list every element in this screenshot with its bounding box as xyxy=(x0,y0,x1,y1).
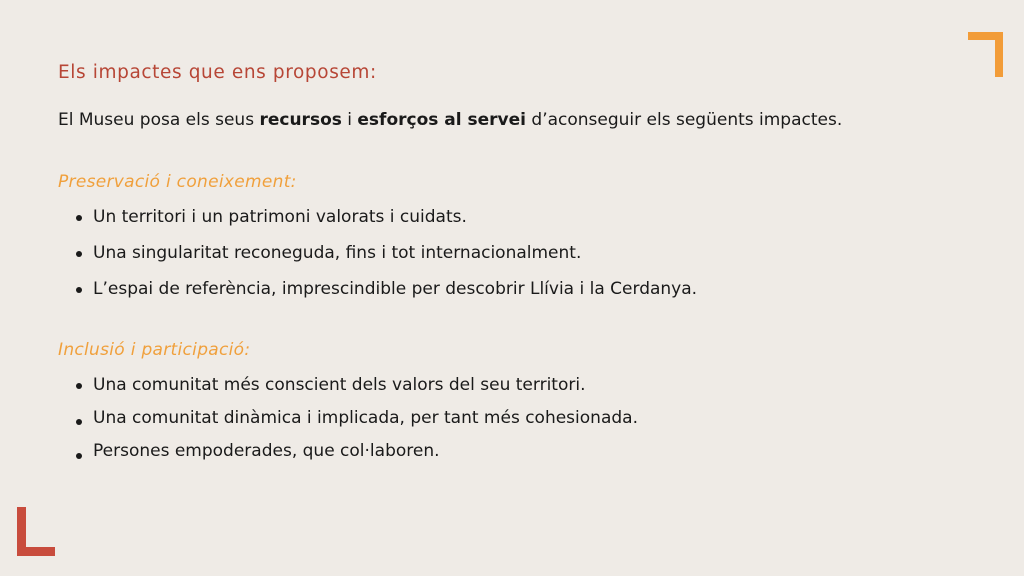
bullet-dot xyxy=(76,287,82,293)
section-title-preservacio: Preservació i coneixement: xyxy=(58,172,297,192)
bullet-list-preservacio xyxy=(76,205,697,313)
list-item-text: Una comunitat dinàmica i implicada, per tant més cohesionada. xyxy=(93,408,638,428)
list-item xyxy=(76,439,638,463)
list-item-text: L’espai de referència, imprescindible per descobrir Llívia i la Cerdanya. xyxy=(93,279,698,299)
corner-bracket-top-right-vertical xyxy=(995,32,1003,77)
intro-text-3: d’aconseguir els següents impactes. xyxy=(526,110,843,130)
list-item xyxy=(76,373,638,397)
list-item xyxy=(76,205,697,229)
page-title: Els impactes que ens proposem: xyxy=(58,62,377,83)
list-item xyxy=(76,277,697,301)
list-item-text: Una singularitat reconeguda, fins i tot internacionalment. xyxy=(93,243,582,263)
list-item xyxy=(76,406,638,430)
bullet-list-inclusio xyxy=(76,373,638,472)
bullet-dot xyxy=(76,251,82,257)
list-item-text: Persones empoderades, que col·laboren. xyxy=(93,441,440,461)
intro-bold-2: esforços al servei xyxy=(357,110,526,130)
bullet-dot xyxy=(76,419,82,425)
list-item-text: Una comunitat més conscient dels valors del seu territori. xyxy=(93,375,586,395)
bullet-dot xyxy=(76,215,82,221)
bullet-dot xyxy=(76,383,82,389)
intro-bold-1: recursos xyxy=(259,110,342,130)
intro-paragraph xyxy=(58,110,842,130)
corner-bracket-bottom-left-horizontal xyxy=(17,547,55,556)
intro-text-1: El Museu posa els seus xyxy=(58,110,260,130)
bullet-dot xyxy=(76,453,82,459)
section-title-inclusio: Inclusió i participació: xyxy=(58,340,251,360)
list-item-text: Un territori i un patrimoni valorats i cuidats. xyxy=(93,207,467,227)
corner-bracket-top-right xyxy=(968,32,1003,77)
intro-text-2: i xyxy=(341,110,358,130)
list-item xyxy=(76,241,697,265)
corner-bracket-bottom-left xyxy=(17,507,55,556)
